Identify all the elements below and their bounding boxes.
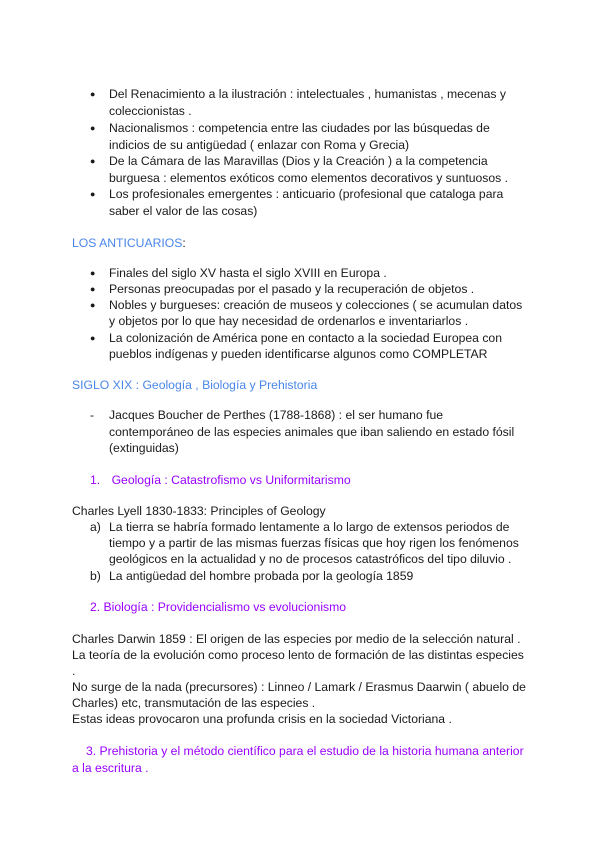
paragraph-line: Charles) etc, transmutación de las especies . <box>72 696 316 710</box>
bullet-icon: ● <box>90 123 96 133</box>
list-item-line: coleccionistas . <box>109 104 192 118</box>
dash-marker: - <box>90 408 95 422</box>
list-item-line: y objetos por lo que hay necesidad de ordenarlos e inventariarlos . <box>109 314 469 328</box>
heading-colon: : <box>182 236 186 250</box>
list-item-line: Finales del siglo XV hasta el siglo XVIII en Europa . <box>109 266 387 280</box>
bullet-icon: ● <box>90 333 96 343</box>
heading-number: 1. <box>90 473 101 487</box>
paragraph-line: No surge de la nada (precursores) : Linneo / Lamark / Erasmus Daarwin ( abuelo de <box>72 680 526 694</box>
geologia-source: Charles Lyell 1830-1833: Principles of Geology <box>72 504 326 518</box>
list-item-line: indicios de su antigüedad ( enlazar con Roma y Grecia) <box>109 138 410 152</box>
list-item-line: Los profesionales emergentes : anticuario (profesional que cataloga para <box>109 187 504 201</box>
bullet-icon: ● <box>90 156 96 166</box>
heading-line: 3. Prehistoria y el método científico para el estudio de la historia humana anterior <box>86 744 524 758</box>
heading-text: LOS ANTICUARIOS <box>72 236 183 250</box>
bullet-icon: ● <box>90 89 96 99</box>
bullet-icon: ● <box>90 300 96 310</box>
section-heading-anticuarios <box>72 235 186 251</box>
list-marker: b) <box>90 569 101 583</box>
list-item-line: Nobles y burgueses: creación de museos y colecciones ( se acumulan datos <box>109 298 523 312</box>
bullet-icon: ● <box>90 268 96 278</box>
list-item-line: burguesa : elementos exóticos como elementos decorativos y suntuosos . <box>109 171 509 185</box>
list-item-line: contemporáneo de las especies animales que iban saliendo en estado fósil <box>109 425 515 439</box>
paragraph-line: Charles Darwin 1859 : El origen de las especies por medio de la selección natural . <box>72 632 521 646</box>
section-heading-geologia <box>90 472 351 488</box>
paragraph-line: La teoría de la evolución como proceso lento de formación de las distintas especies <box>72 648 524 662</box>
paragraph-line: . <box>72 664 76 678</box>
heading-line: a la escritura . <box>72 761 149 775</box>
list-item-line: pueblos indígenas y pueden identificarse algunos como COMPLETAR <box>109 347 488 361</box>
list-item-line: geológicos en la actualidad y no de procesos catastróficos del tipo diluvio . <box>109 552 512 566</box>
list-item-line: La colonización de América pone en contacto a la sociedad Europea con <box>109 331 502 345</box>
paragraph-line: Estas ideas provocaron una profunda crisis en la sociedad Victoriana . <box>72 712 452 726</box>
list-item-line: Nacionalismos : competencia entre las ciudades por las búsquedas de <box>109 121 490 135</box>
list-item-line: saber el valor de las cosas) <box>109 204 258 218</box>
section-heading-siglo-xix: SIGLO XIX : Geología , Biología y Prehistoria <box>72 378 318 392</box>
list-item-line: Personas preocupadas por el pasado y la recuperación de objetos . <box>109 282 475 296</box>
list-item-line: (extinguidas) <box>109 441 179 455</box>
list-item-line: Del Renacimiento a la ilustración : intelectuales , humanistas , mecenas y <box>109 87 506 101</box>
list-item-line: Jacques Boucher de Perthes (1788-1868) : el ser humano fue <box>109 408 444 422</box>
list-item-line: La tierra se habría formado lentamente a lo largo de extensos periodos de <box>109 520 510 534</box>
list-marker: a) <box>90 520 101 534</box>
bullet-icon: ● <box>90 189 96 199</box>
list-item-line: tiempo y a partir de las mismas fuerzas físicas que hoy rigen los fenómenos <box>109 536 519 550</box>
heading-text: Geología : Catastrofismo vs Uniformitarismo <box>111 473 351 487</box>
section-heading-biologia: 2. Biología : Providencialismo vs evolucionismo <box>90 600 347 614</box>
bullet-icon: ● <box>90 284 96 294</box>
list-item-line: La antigüedad del hombre probada por la geología 1859 <box>109 569 414 583</box>
list-item-line: De la Cámara de las Maravillas (Dios y la Creación ) a la competencia <box>109 154 488 168</box>
